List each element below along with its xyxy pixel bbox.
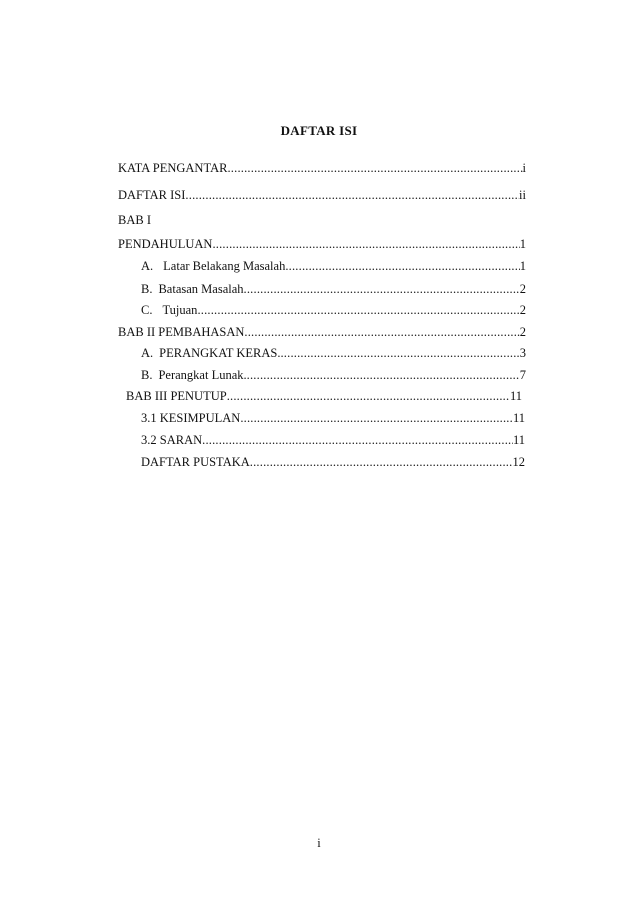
toc-leader-dots	[240, 408, 513, 428]
toc-entry-label: Latar Belakang Masalah	[163, 259, 286, 273]
toc-entry-prefix: B.	[141, 368, 153, 382]
toc-entry-label: BAB III PENUTUP	[126, 389, 227, 403]
toc-entry-label: Tujuan	[162, 303, 198, 317]
toc-entry-label: DAFTAR PUSTAKA	[141, 455, 250, 469]
toc-entry-page: 1	[519, 259, 526, 273]
toc-leader-dots	[227, 386, 510, 406]
toc-entry-prefix: B.	[141, 282, 153, 296]
toc-entry	[118, 210, 526, 230]
toc-entry-page: 1	[519, 237, 526, 251]
toc-entry-label: BAB I	[118, 213, 151, 227]
toc-leader-dots	[212, 234, 519, 254]
toc-entry-prefix: A.	[141, 346, 154, 360]
toc-leader-dots	[197, 300, 519, 320]
toc-subentry	[141, 365, 526, 385]
toc-leader-dots	[202, 430, 513, 450]
toc-entry	[118, 158, 526, 178]
toc-entry-page: 7	[519, 368, 526, 382]
toc-subentry	[141, 343, 526, 363]
toc-entry-page: i	[522, 161, 526, 175]
toc-entry-page: 11	[512, 411, 525, 425]
page-title: DAFTAR ISI	[280, 123, 358, 138]
toc-leader-dots	[244, 279, 520, 299]
toc-entry-label: PERANGKAT KERAS.	[159, 346, 281, 360]
toc-entry-page: 11	[512, 433, 525, 447]
toc-leader-dots	[285, 256, 519, 276]
toc-entry-label: DAFTAR ISI	[118, 188, 186, 202]
toc-entry-label: Perangkat Lunak.	[158, 368, 247, 382]
toc-entry-prefix: A.	[141, 259, 154, 273]
toc-entry-page: ii	[519, 188, 526, 202]
toc-entry	[118, 234, 526, 254]
toc-entry-label: Batasan Masalah	[158, 282, 244, 296]
toc-entry-label: 3.1 KESIMPULAN	[141, 411, 241, 425]
toc-entry-page: 2	[519, 282, 526, 296]
toc-subentry	[141, 452, 525, 472]
toc-subentry	[141, 430, 525, 450]
toc-entry-prefix: C.	[141, 303, 153, 317]
toc-entry-page: 2	[519, 325, 526, 339]
toc-entry-page: 12	[512, 455, 525, 469]
toc-entry-page: 3	[519, 346, 526, 360]
toc-leader-dots	[244, 322, 519, 342]
toc-leader-dots	[185, 185, 519, 205]
toc-subentry	[141, 408, 525, 428]
toc-entry-label: 3.2 SARAN	[141, 433, 203, 447]
toc-entry	[126, 386, 522, 406]
toc-leader-dots	[227, 158, 522, 178]
toc-entry-page: 11	[509, 389, 522, 403]
toc-subentry	[141, 256, 526, 276]
toc-leader-dots	[250, 452, 513, 472]
toc-subentry	[141, 300, 526, 320]
toc-entry-page: 2	[519, 303, 526, 317]
toc-entry	[118, 185, 526, 205]
toc-entry-label: KATA PENGANTAR	[118, 161, 228, 175]
toc-entry-label: PENDAHULUAN	[118, 237, 213, 251]
toc-entry	[118, 322, 526, 342]
toc-entry-label: BAB II PEMBAHASAN	[118, 325, 245, 339]
toc-subentry	[141, 279, 526, 299]
page-number: i	[317, 836, 321, 850]
toc-leader-dots	[280, 343, 519, 363]
toc-leader-dots	[247, 365, 520, 385]
